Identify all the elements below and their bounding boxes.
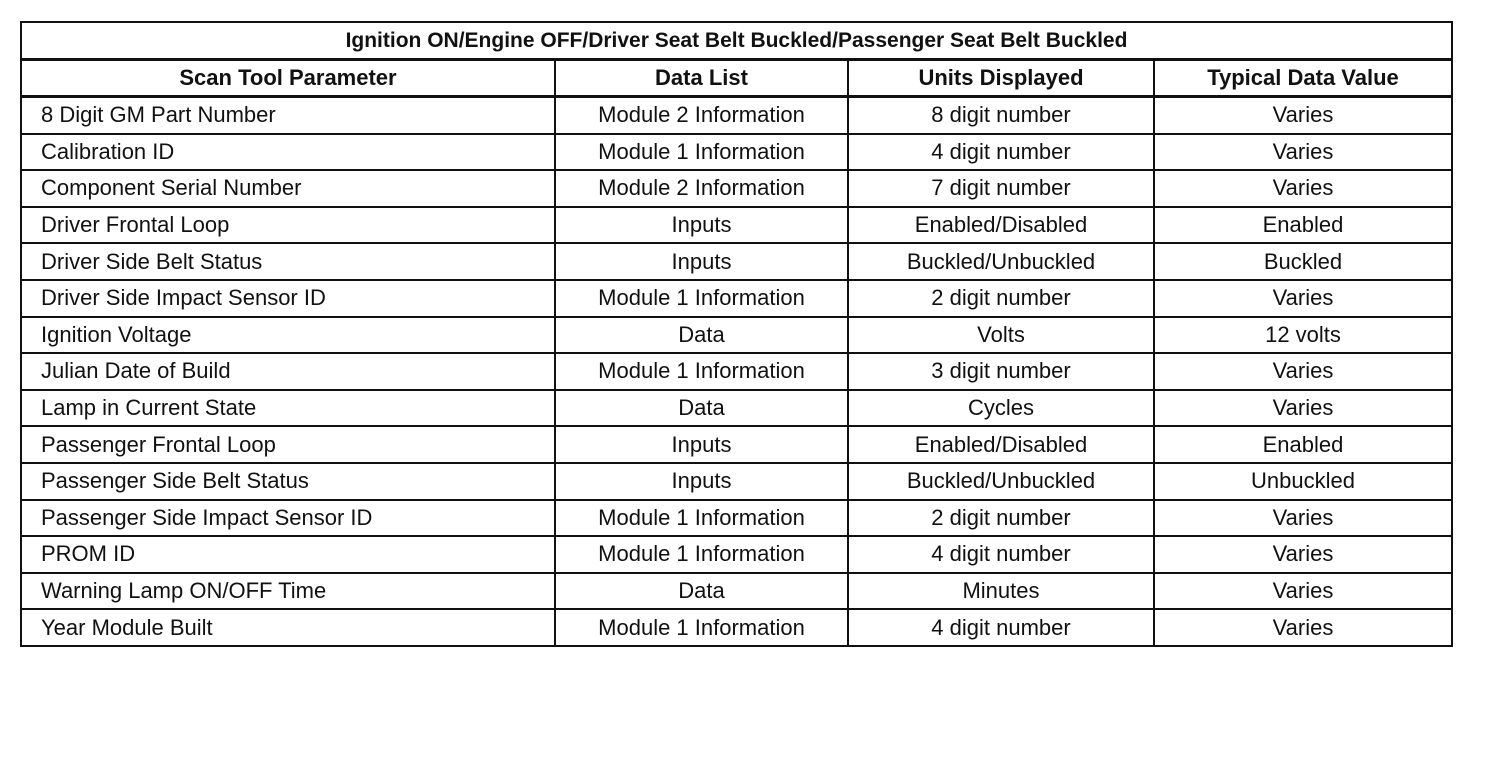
typical-value-cell: Varies — [1154, 280, 1452, 317]
units-cell: Buckled/Unbuckled — [848, 243, 1154, 280]
units-cell: 8 digit number — [848, 97, 1154, 134]
typical-value-cell: Varies — [1154, 609, 1452, 646]
table-body — [21, 97, 1452, 646]
units-cell: 4 digit number — [848, 536, 1154, 573]
parameter-cell: Component Serial Number — [21, 170, 555, 207]
units-cell: Buckled/Unbuckled — [848, 463, 1154, 500]
data-list-cell: Module 1 Information — [555, 353, 848, 390]
header-units-displayed: Units Displayed — [848, 60, 1154, 97]
data-list-cell: Module 1 Information — [555, 609, 848, 646]
parameter-cell: PROM ID — [21, 536, 555, 573]
parameter-cell: 8 Digit GM Part Number — [21, 97, 555, 134]
table-row — [21, 353, 1452, 390]
typical-value-cell: 12 volts — [1154, 317, 1452, 354]
typical-value-cell: Buckled — [1154, 243, 1452, 280]
units-cell: 7 digit number — [848, 170, 1154, 207]
table-row — [21, 317, 1452, 354]
data-list-cell: Module 2 Information — [555, 170, 848, 207]
typical-value-cell: Varies — [1154, 390, 1452, 427]
header-typical-data-value: Typical Data Value — [1154, 60, 1452, 97]
table-row — [21, 426, 1452, 463]
column-header-row — [21, 60, 1452, 97]
typical-value-cell: Varies — [1154, 134, 1452, 171]
data-list-cell: Module 1 Information — [555, 500, 848, 537]
data-list-cell: Data — [555, 390, 848, 427]
data-list-cell: Module 1 Information — [555, 536, 848, 573]
typical-value-cell: Varies — [1154, 97, 1452, 134]
typical-value-cell: Varies — [1154, 536, 1452, 573]
parameter-cell: Lamp in Current State — [21, 390, 555, 427]
parameter-cell: Calibration ID — [21, 134, 555, 171]
data-list-cell: Inputs — [555, 207, 848, 244]
parameter-cell: Ignition Voltage — [21, 317, 555, 354]
units-cell: Enabled/Disabled — [848, 207, 1154, 244]
table-row — [21, 207, 1452, 244]
scan-tool-data-table — [20, 21, 1453, 647]
table-row — [21, 243, 1452, 280]
table-title: Ignition ON/Engine OFF/Driver Seat Belt Buckled/Passenger Seat Belt Buckled — [21, 22, 1452, 60]
data-list-cell: Data — [555, 573, 848, 610]
table-row — [21, 500, 1452, 537]
parameter-cell: Warning Lamp ON/OFF Time — [21, 573, 555, 610]
data-list-cell: Inputs — [555, 463, 848, 500]
header-scan-tool-parameter: Scan Tool Parameter — [21, 60, 555, 97]
table-row — [21, 573, 1452, 610]
units-cell: 4 digit number — [848, 134, 1154, 171]
data-list-cell: Module 1 Information — [555, 280, 848, 317]
data-list-cell: Module 2 Information — [555, 97, 848, 134]
table-row — [21, 97, 1452, 134]
typical-value-cell: Enabled — [1154, 426, 1452, 463]
units-cell: 2 digit number — [848, 500, 1154, 537]
table-row — [21, 134, 1452, 171]
units-cell: 4 digit number — [848, 609, 1154, 646]
units-cell: 2 digit number — [848, 280, 1154, 317]
units-cell: 3 digit number — [848, 353, 1154, 390]
table-title-row — [21, 22, 1452, 60]
typical-value-cell: Varies — [1154, 500, 1452, 537]
parameter-cell: Julian Date of Build — [21, 353, 555, 390]
data-list-cell: Inputs — [555, 426, 848, 463]
typical-value-cell: Varies — [1154, 573, 1452, 610]
parameter-cell: Driver Side Impact Sensor ID — [21, 280, 555, 317]
data-list-cell: Module 1 Information — [555, 134, 848, 171]
parameter-cell: Passenger Frontal Loop — [21, 426, 555, 463]
table-row — [21, 536, 1452, 573]
table-row — [21, 609, 1452, 646]
parameter-cell: Passenger Side Impact Sensor ID — [21, 500, 555, 537]
parameter-cell: Passenger Side Belt Status — [21, 463, 555, 500]
typical-value-cell: Varies — [1154, 353, 1452, 390]
table-row — [21, 463, 1452, 500]
table-row — [21, 280, 1452, 317]
data-list-cell: Data — [555, 317, 848, 354]
table-row — [21, 390, 1452, 427]
typical-value-cell: Unbuckled — [1154, 463, 1452, 500]
units-cell: Enabled/Disabled — [848, 426, 1154, 463]
header-data-list: Data List — [555, 60, 848, 97]
typical-value-cell: Varies — [1154, 170, 1452, 207]
table-row — [21, 170, 1452, 207]
units-cell: Volts — [848, 317, 1154, 354]
typical-value-cell: Enabled — [1154, 207, 1452, 244]
units-cell: Minutes — [848, 573, 1154, 610]
units-cell: Cycles — [848, 390, 1154, 427]
parameter-cell: Driver Frontal Loop — [21, 207, 555, 244]
parameter-cell: Year Module Built — [21, 609, 555, 646]
parameter-cell: Driver Side Belt Status — [21, 243, 555, 280]
data-list-cell: Inputs — [555, 243, 848, 280]
